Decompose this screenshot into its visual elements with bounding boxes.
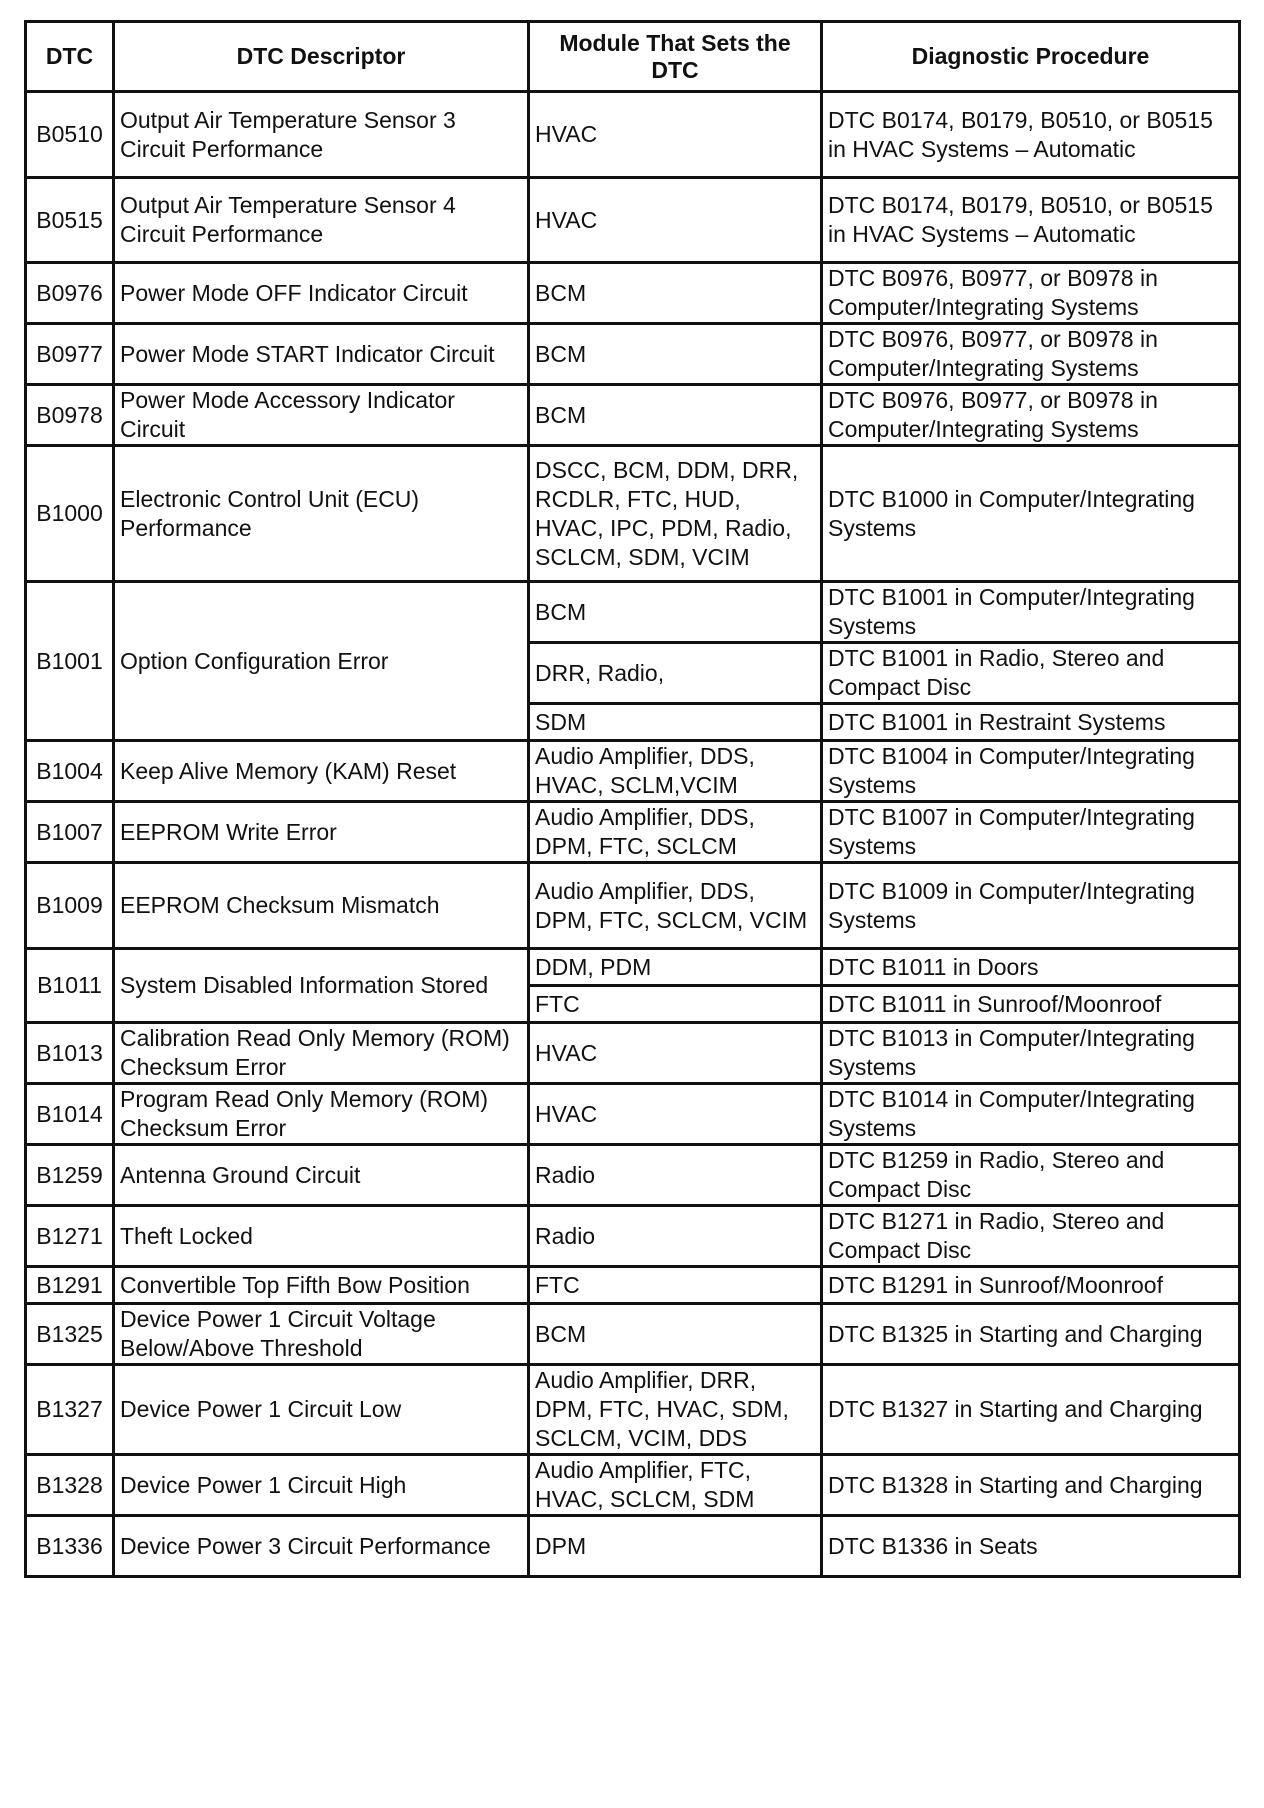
module-cell: Audio Amplifier, DDS, DPM, FTC, SCLCM: [529, 802, 822, 863]
diagnostic-procedure-cell: DTC B1291 in Sunroof/Moonroof: [822, 1267, 1240, 1304]
table-row: [26, 1084, 1240, 1145]
module-cell: HVAC: [529, 92, 822, 178]
dtc-descriptor: Calibration Read Only Memory (ROM) Checksum Error: [114, 1023, 529, 1084]
dtc-code: B1327: [26, 1365, 114, 1455]
dtc-descriptor: Convertible Top Fifth Bow Position: [114, 1267, 529, 1304]
dtc-code: B0510: [26, 92, 114, 178]
module-cell: Radio: [529, 1206, 822, 1267]
dtc-code: B1336: [26, 1516, 114, 1577]
dtc-descriptor: Device Power 1 Circuit Voltage Below/Above Threshold: [114, 1304, 529, 1365]
dtc-descriptor: Theft Locked: [114, 1206, 529, 1267]
table-row: [26, 741, 1240, 802]
diagnostic-procedure-cell: DTC B1000 in Computer/Integrating Systems: [822, 446, 1240, 582]
table-row: [26, 863, 1240, 949]
dtc-code: B1011: [26, 949, 114, 1023]
diagnostic-procedure-cell: DTC B1327 in Starting and Charging: [822, 1365, 1240, 1455]
dtc-code: B0977: [26, 324, 114, 385]
dtc-descriptor: EEPROM Write Error: [114, 802, 529, 863]
dtc-descriptor: Output Air Temperature Sensor 4 Circuit Performance: [114, 178, 529, 263]
diagnostic-procedure-cell: DTC B1259 in Radio, Stereo and Compact Disc: [822, 1145, 1240, 1206]
dtc-code: B1000: [26, 446, 114, 582]
table-body: [26, 92, 1240, 1577]
dtc-code: B1325: [26, 1304, 114, 1365]
diagnostic-procedure-cell: DTC B1004 in Computer/Integrating Systems: [822, 741, 1240, 802]
module-cell: Audio Amplifier, DDS, DPM, FTC, SCLCM, VCIM: [529, 863, 822, 949]
diagnostic-procedure-cell: DTC B1011 in Sunroof/Moonroof: [822, 986, 1240, 1023]
table-row: [26, 1516, 1240, 1577]
dtc-code: B1004: [26, 741, 114, 802]
header-row: [26, 22, 1240, 92]
dtc-code: B1009: [26, 863, 114, 949]
table-row: [26, 1455, 1240, 1516]
header-module: Module That Sets the DTC: [529, 22, 822, 92]
table-row: [26, 582, 1240, 643]
dtc-descriptor: Power Mode START Indicator Circuit: [114, 324, 529, 385]
table-row: [26, 1304, 1240, 1365]
table-row: [26, 92, 1240, 178]
dtc-descriptor: Power Mode Accessory Indicator Circuit: [114, 385, 529, 446]
table-row: [26, 1023, 1240, 1084]
module-cell: BCM: [529, 582, 822, 643]
dtc-descriptor: System Disabled Information Stored: [114, 949, 529, 1023]
table-row: [26, 949, 1240, 986]
dtc-code: B1013: [26, 1023, 114, 1084]
module-cell: Audio Amplifier, DDS, HVAC, SCLM,VCIM: [529, 741, 822, 802]
diagnostic-procedure-cell: DTC B0174, B0179, B0510, or B0515 in HVAC Systems – Automatic: [822, 92, 1240, 178]
dtc-code: B1271: [26, 1206, 114, 1267]
table-row: [26, 802, 1240, 863]
module-cell: HVAC: [529, 1084, 822, 1145]
dtc-code: B0978: [26, 385, 114, 446]
diagnostic-procedure-cell: DTC B1011 in Doors: [822, 949, 1240, 986]
table-header: [26, 22, 1240, 92]
diagnostic-procedure-cell: DTC B1325 in Starting and Charging: [822, 1304, 1240, 1365]
dtc-code: B1014: [26, 1084, 114, 1145]
diagnostic-procedure-cell: DTC B0976, B0977, or B0978 in Computer/Integrating Systems: [822, 263, 1240, 324]
module-cell: DSCC, BCM, DDM, DRR, RCDLR, FTC, HUD, HVAC, IPC, PDM, Radio, SCLCM, SDM, VCIM: [529, 446, 822, 582]
dtc-code: B0976: [26, 263, 114, 324]
table-row: [26, 385, 1240, 446]
diagnostic-procedure-cell: DTC B0976, B0977, or B0978 in Computer/Integrating Systems: [822, 324, 1240, 385]
module-cell: HVAC: [529, 1023, 822, 1084]
diagnostic-procedure-cell: DTC B1271 in Radio, Stereo and Compact Disc: [822, 1206, 1240, 1267]
diagnostic-procedure-cell: DTC B1001 in Computer/Integrating Systems: [822, 582, 1240, 643]
diagnostic-procedure-cell: DTC B1336 in Seats: [822, 1516, 1240, 1577]
dtc-descriptor: EEPROM Checksum Mismatch: [114, 863, 529, 949]
module-cell: SDM: [529, 704, 822, 741]
dtc-code: B1007: [26, 802, 114, 863]
diagnostic-procedure-cell: DTC B1007 in Computer/Integrating Systems: [822, 802, 1240, 863]
module-cell: BCM: [529, 385, 822, 446]
module-cell: HVAC: [529, 178, 822, 263]
header-procedure: Diagnostic Procedure: [822, 22, 1240, 92]
diagnostic-procedure-cell: DTC B1014 in Computer/Integrating Systems: [822, 1084, 1240, 1145]
diagnostic-procedure-cell: DTC B1013 in Computer/Integrating Systems: [822, 1023, 1240, 1084]
module-cell: BCM: [529, 324, 822, 385]
dtc-descriptor: Antenna Ground Circuit: [114, 1145, 529, 1206]
diagnostic-procedure-cell: DTC B0174, B0179, B0510, or B0515 in HVAC Systems – Automatic: [822, 178, 1240, 263]
diagnostic-procedure-cell: DTC B1001 in Radio, Stereo and Compact Disc: [822, 643, 1240, 704]
dtc-code: B1001: [26, 582, 114, 741]
table-row: [26, 324, 1240, 385]
dtc-code: B1328: [26, 1455, 114, 1516]
module-cell: DPM: [529, 1516, 822, 1577]
module-cell: Radio: [529, 1145, 822, 1206]
module-cell: BCM: [529, 263, 822, 324]
header-dtc: DTC: [26, 22, 114, 92]
module-cell: Audio Amplifier, FTC, HVAC, SCLCM, SDM: [529, 1455, 822, 1516]
header-descriptor: DTC Descriptor: [114, 22, 529, 92]
table-row: [26, 446, 1240, 582]
module-cell: BCM: [529, 1304, 822, 1365]
table-row: [26, 1206, 1240, 1267]
dtc-code: B0515: [26, 178, 114, 263]
table-row: [26, 178, 1240, 263]
diagnostic-procedure-cell: DTC B1328 in Starting and Charging: [822, 1455, 1240, 1516]
module-cell: DDM, PDM: [529, 949, 822, 986]
dtc-code: B1259: [26, 1145, 114, 1206]
table-row: [26, 1145, 1240, 1206]
dtc-descriptor: Power Mode OFF Indicator Circuit: [114, 263, 529, 324]
dtc-descriptor: Keep Alive Memory (KAM) Reset: [114, 741, 529, 802]
table-row: [26, 1365, 1240, 1455]
module-cell: FTC: [529, 986, 822, 1023]
dtc-descriptor: Device Power 1 Circuit Low: [114, 1365, 529, 1455]
dtc-descriptor: Device Power 1 Circuit High: [114, 1455, 529, 1516]
table-row: [26, 263, 1240, 324]
module-cell: DRR, Radio,: [529, 643, 822, 704]
dtc-descriptor: Device Power 3 Circuit Performance: [114, 1516, 529, 1577]
table-row: [26, 1267, 1240, 1304]
dtc-descriptor: Option Configuration Error: [114, 582, 529, 741]
dtc-descriptor: Output Air Temperature Sensor 3 Circuit Performance: [114, 92, 529, 178]
dtc-code: B1291: [26, 1267, 114, 1304]
module-cell: Audio Amplifier, DRR, DPM, FTC, HVAC, SDM, SCLCM, VCIM, DDS: [529, 1365, 822, 1455]
diagnostic-procedure-cell: DTC B0976, B0977, or B0978 in Computer/Integrating Systems: [822, 385, 1240, 446]
diagnostic-procedure-cell: DTC B1001 in Restraint Systems: [822, 704, 1240, 741]
diagnostic-procedure-cell: DTC B1009 in Computer/Integrating Systems: [822, 863, 1240, 949]
module-cell: FTC: [529, 1267, 822, 1304]
dtc-table: [24, 20, 1241, 1578]
dtc-descriptor: Electronic Control Unit (ECU) Performance: [114, 446, 529, 582]
dtc-descriptor: Program Read Only Memory (ROM) Checksum Error: [114, 1084, 529, 1145]
